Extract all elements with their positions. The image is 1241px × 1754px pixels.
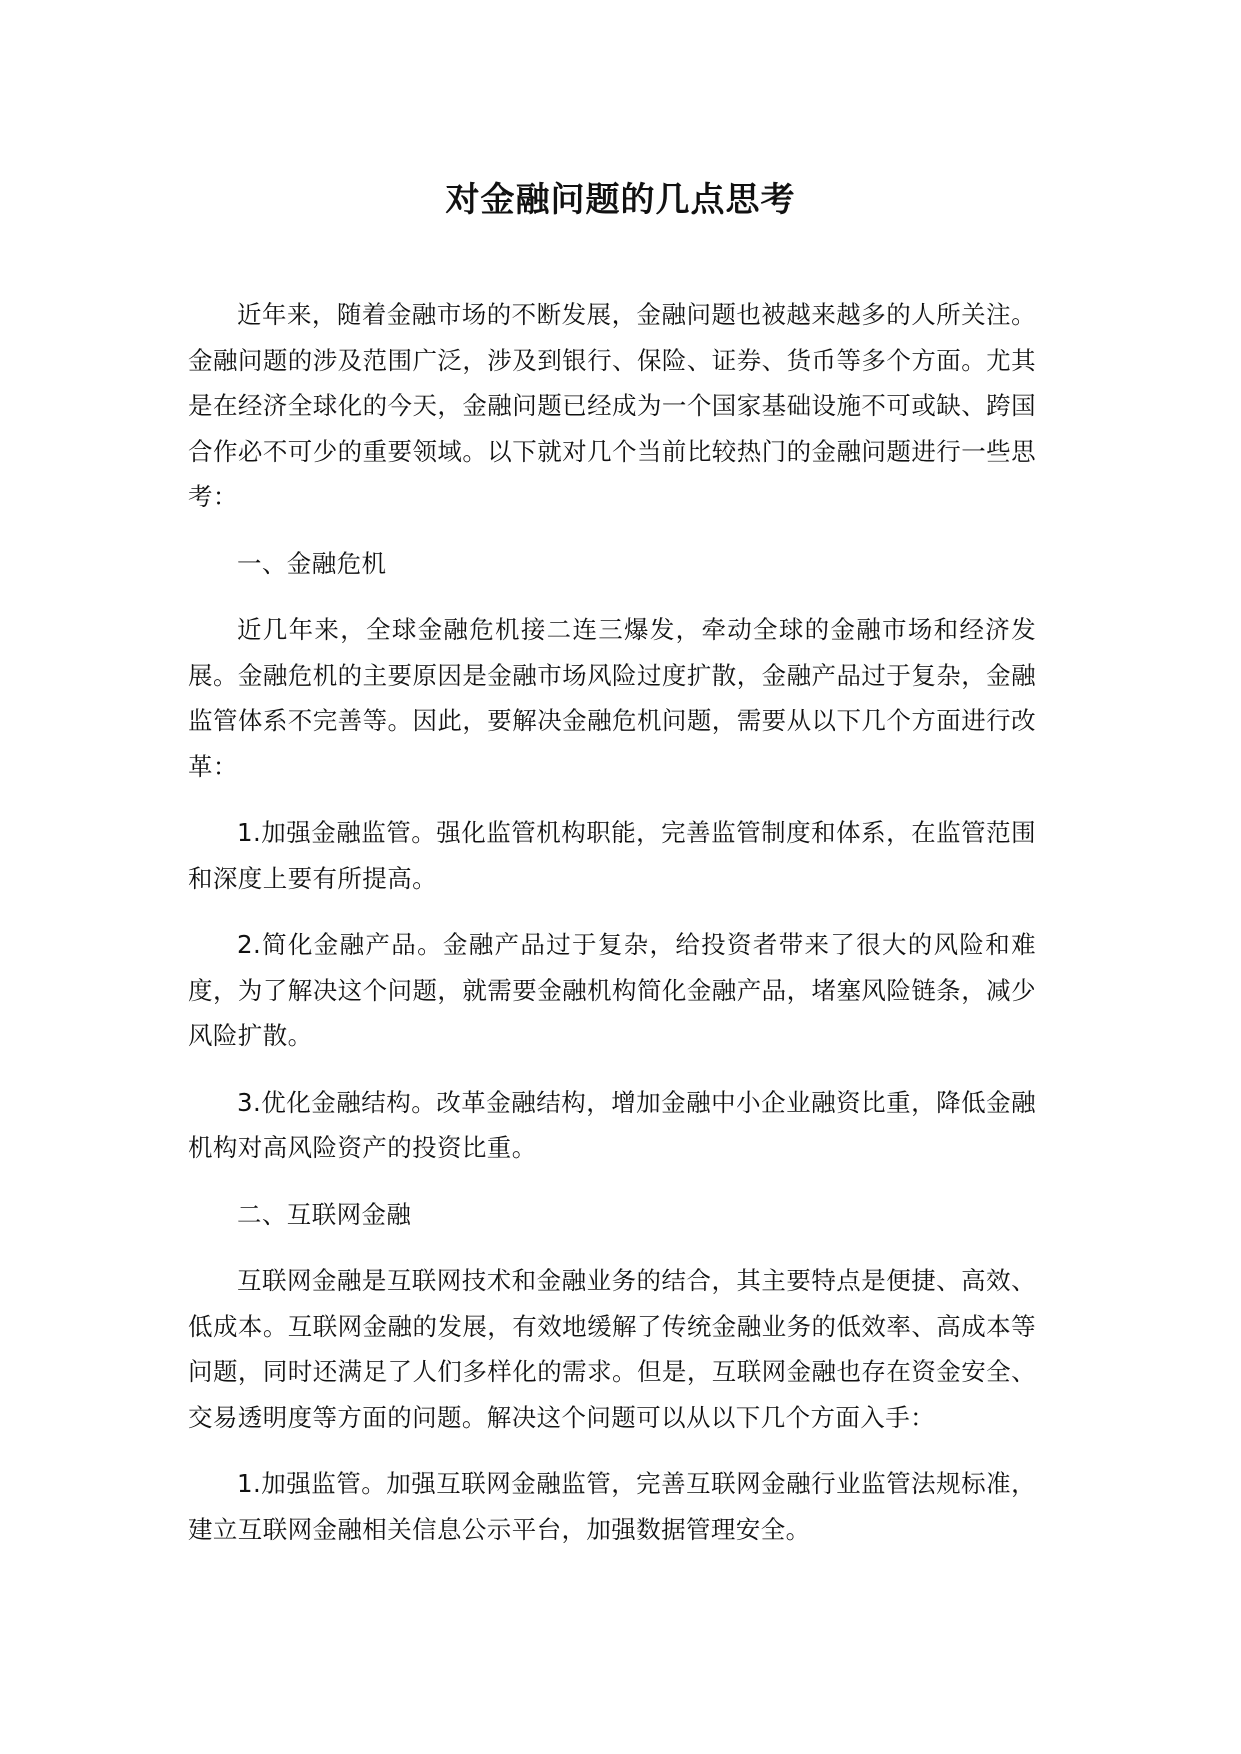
crisis-point-3: 3.优化金融结构。改革金融结构，增加金融中小企业融资比重，降低金融机构对高风险资产的投资比重。 <box>188 1087 1036 1162</box>
crisis-point-2: 2.简化金融产品。金融产品过于复杂，给投资者带来了很大的风险和难度，为了解决这个问题，就需要金融机构简化金融产品，堵塞风险链条，减少风险扩散。 <box>188 930 1036 1050</box>
document-body <box>188 292 1036 1573</box>
section-heading-financial-crisis: 一、金融危机 <box>237 548 387 578</box>
financial-crisis-paragraph: 近几年来，全球金融危机接二连三爆发，牵动全球的金融市场和经济发展。金融危机的主要原因是金融市场风险过度扩散，金融产品过于复杂，金融监管体系不完善等。因此，要解决金融危机问题，需要从以下几个方面进行改革： <box>188 615 1036 781</box>
internet-finance-point-1: 1.加强监管。加强互联网金融监管，完善互联网金融行业监管法规标准，建立互联网金融相关信息公示平台，加强数据管理安全。 <box>188 1469 1036 1544</box>
section-heading-internet-finance: 二、互联网金融 <box>237 1199 412 1229</box>
document-title: 对金融问题的几点思考 <box>445 180 796 220</box>
crisis-point-1: 1.加强金融监管。强化监管机构职能，完善监管制度和体系，在监管范围和深度上要有所提高。 <box>188 818 1036 893</box>
internet-finance-paragraph: 互联网金融是互联网技术和金融业务的结合，其主要特点是便捷、高效、低成本。互联网金融的发展，有效地缓解了传统金融业务的低效率、高成本等问题，同时还满足了人们多样化的需求。但是，互联网金融也存在资金安全、交易透明度等方面的问题。解决这个问题可以从以下几个方面入手： <box>188 1266 1036 1432</box>
intro-paragraph: 近年来，随着金融市场的不断发展，金融问题也被越来越多的人所关注。金融问题的涉及范围广泛，涉及到银行、保险、证券、货币等多个方面。尤其是在经济全球化的今天，金融问题已经成为一个国家基础设施不可或缺、跨国合作必不可少的重要领域。以下就对几个当前比较热门的金融问题进行一些思考： <box>188 300 1036 511</box>
